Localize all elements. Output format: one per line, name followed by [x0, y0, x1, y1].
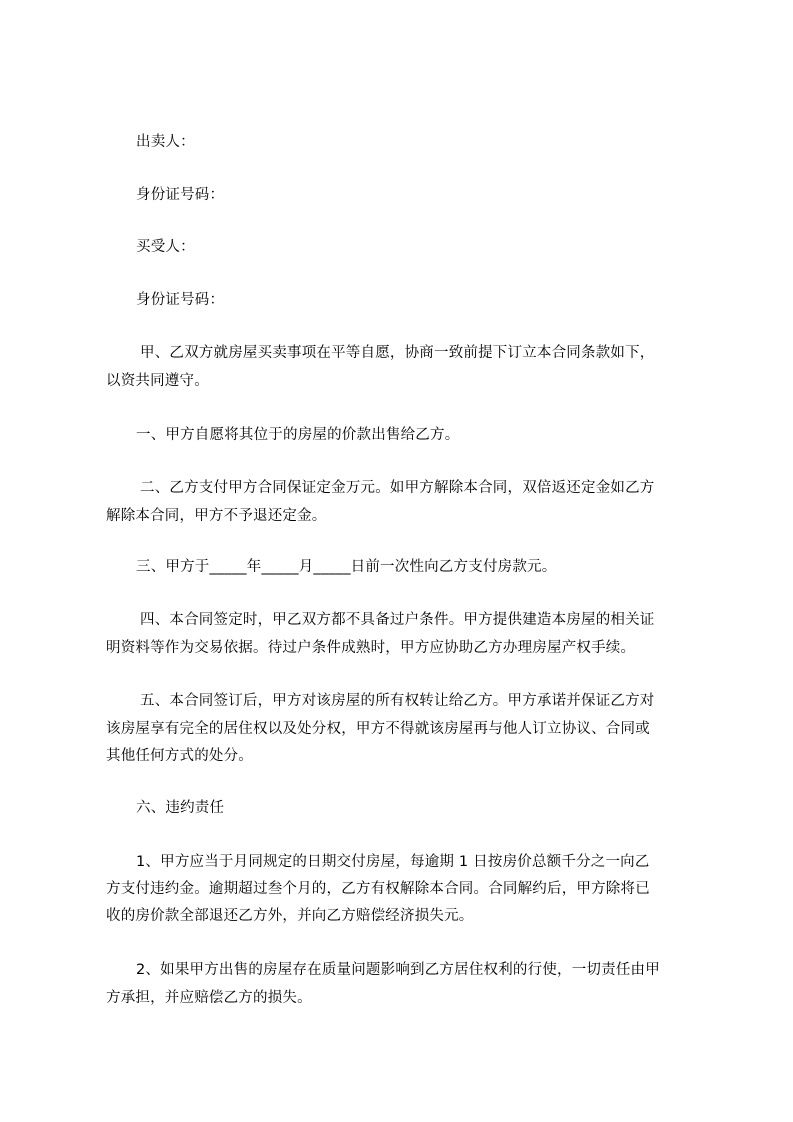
buyer-label: 买受人：	[136, 239, 195, 255]
clause-5-line-2: 该房屋享有完全的居住权以及处分权，甲方不得就该房屋再与他人订立协议、合同或	[106, 721, 650, 737]
clause-1-line-1: 一、甲方自愿将其位于的房屋的价款出售给乙方。	[136, 427, 460, 443]
clause-4-line-1: 四、本合同签定时，甲乙双方都不具备过户条件。甲方提供建造本房屋的相关证	[140, 612, 655, 628]
clause-6-item-1-line-2: 方支付违约金。逾期超过叁个月的，乙方有权解除本合同。合同解约后，甲方除将已	[106, 881, 650, 897]
preamble-line-2: 以资共同遵守。	[106, 373, 209, 389]
clause-6-item-2-line-2: 方承担，并应赔偿乙方的损失。	[106, 990, 312, 1006]
seller-label: 出卖人：	[136, 134, 195, 150]
clause-2-line-1: 二、乙方支付甲方合同保证定金万元。如甲方解除本合同，双倍返还定金如乙方	[140, 480, 655, 496]
clause-6-item-1-line-1: 1、甲方应当于月同规定的日期交付房屋，每逾期 1 日按房价总额千分之一向乙	[136, 854, 650, 870]
clause-6-item-1-line-3: 收的房价款全部退还乙方外，并向乙方赔偿经济损失元。	[106, 908, 474, 924]
clause-5-line-3: 其他任何方式的处分。	[106, 748, 253, 764]
buyer-id-label: 身份证号码：	[136, 292, 225, 308]
clause-5-line-1: 五、本合同签订后，甲方对该房屋的所有权转让给乙方。甲方承诺并保证乙方对	[140, 693, 655, 709]
clause-4-line-2: 明资料等作为交易依据。待过户条件成熟时，甲方应协助乙方办理房屋产权手续。	[106, 640, 636, 656]
preamble-line-1: 甲、乙双方就房屋买卖事项在平等自愿，协商一致前提下订立本合同条款如下，	[140, 345, 655, 361]
clause-6-heading: 六、违约责任	[136, 800, 225, 816]
clause-2-line-2: 解除本合同，甲方不予退还定金。	[106, 508, 327, 524]
clause-3-line-1: 三、甲方于_____年_____月_____日前一次性向乙方支付房款元。	[136, 559, 557, 575]
seller-id-label: 身份证号码：	[136, 187, 225, 203]
clause-6-item-2-line-1: 2、如果甲方出售的房屋存在质量问题影响到乙方居住权利的行使，一切责任由甲	[136, 962, 660, 978]
